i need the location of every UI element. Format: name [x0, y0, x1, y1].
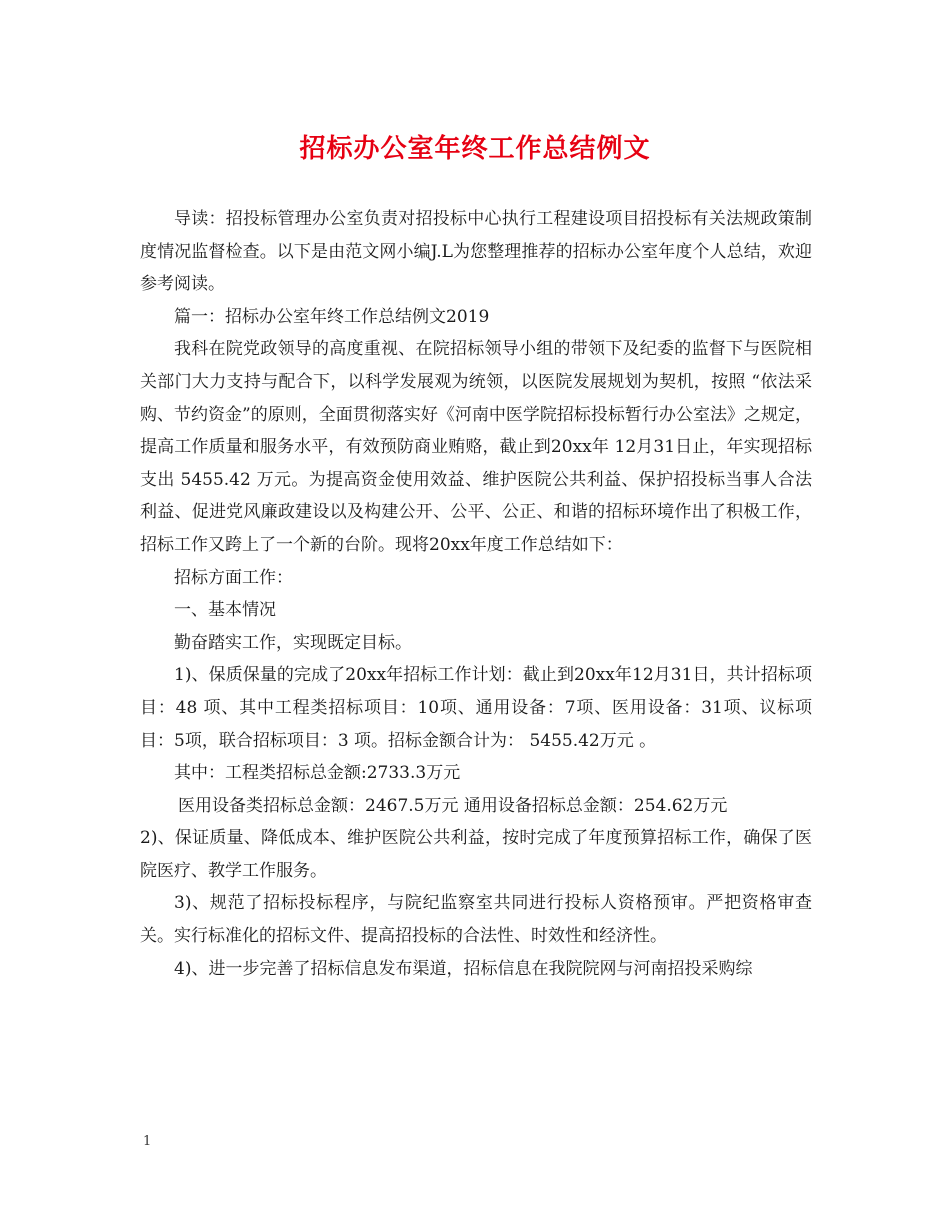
paragraph-item-4: 4)、进一步完善了招标信息发布渠道，招标信息在我院院网与河南招投采购综 [174, 958, 753, 979]
paragraph-subheading: 招标方面工作： [174, 567, 293, 588]
paragraph-item-1: 1)、保质保量的完成了20xx年招标工作计划：截止到20xx年12月31日，共计招标项目：48 项、其中工程类招标项目：10项、通用设备：7项、医用设备：31项、议标项目：5项，联合招标项目：3 项。招标金额合计为： 5455.42万元 。 [140, 665, 812, 751]
paragraph-engineering-total: 其中：工程类招标总金额:2733.3万元 [174, 763, 461, 784]
paragraph-equipment-total: 医用设备类招标总金额：2467.5万元 通用设备招标总金额：254.62万元 [178, 795, 728, 816]
paragraph-item-2: 2)、保证质量、降低成本、维护医院公共利益，按时完成了年度预算招标工作，确保了医院医疗、教学工作服务。 [140, 828, 812, 881]
paragraph-goal: 勤奋踏实工作，实现既定目标。 [174, 632, 412, 653]
document-body [140, 203, 812, 985]
page-number: 1 [143, 1134, 152, 1149]
paragraph-item-3: 3)、规范了招标投标程序，与院纪监察室共同进行投标人资格预审。严把资格审查关。实行标准化的招标文件、提高招投标的合法性、时效性和经济性。 [140, 893, 812, 947]
document-title: 招标办公室年终工作总结例文 [299, 134, 651, 164]
paragraph-overview: 我科在院党政领导的高度重视、在院招标领导小组的带领下及纪委的监督下与医院相关部门大力支持与配合下，以科学发展观为统领，以医院发展规划为契机，按照 “依法采购、节约资金”的原则，全面贯彻落实好《河南中医学院招标投标暂行办公室法》之规定，提高工作质量和服务水平，有效预防商业贿赂，截止到20xx年 12月31日止，年实现招标支出 5455.42 万元。为提高资金使用效益、维护医院公共利益、保护招投标当事人合法利益、促进党风廉政建设以及构建公开、公平、公正、和谐的招标环境作出了积极工作，招标工作又跨上了一个新的台阶。现将20xx年度工作总结如下： [140, 339, 812, 555]
paragraph-section-heading: 篇一：招标办公室年终工作总结例文2019 [174, 306, 490, 327]
paragraph-intro: 导读：招投标管理办公室负责对招投标中心执行工程建设项目招投标有关法规政策制度情况监督检查。以下是由范文网小编J.L为您整理推荐的招标办公室年度个人总结，欢迎参考阅读。 [140, 209, 812, 295]
paragraph-basic-heading: 一、基本情况 [174, 600, 276, 621]
